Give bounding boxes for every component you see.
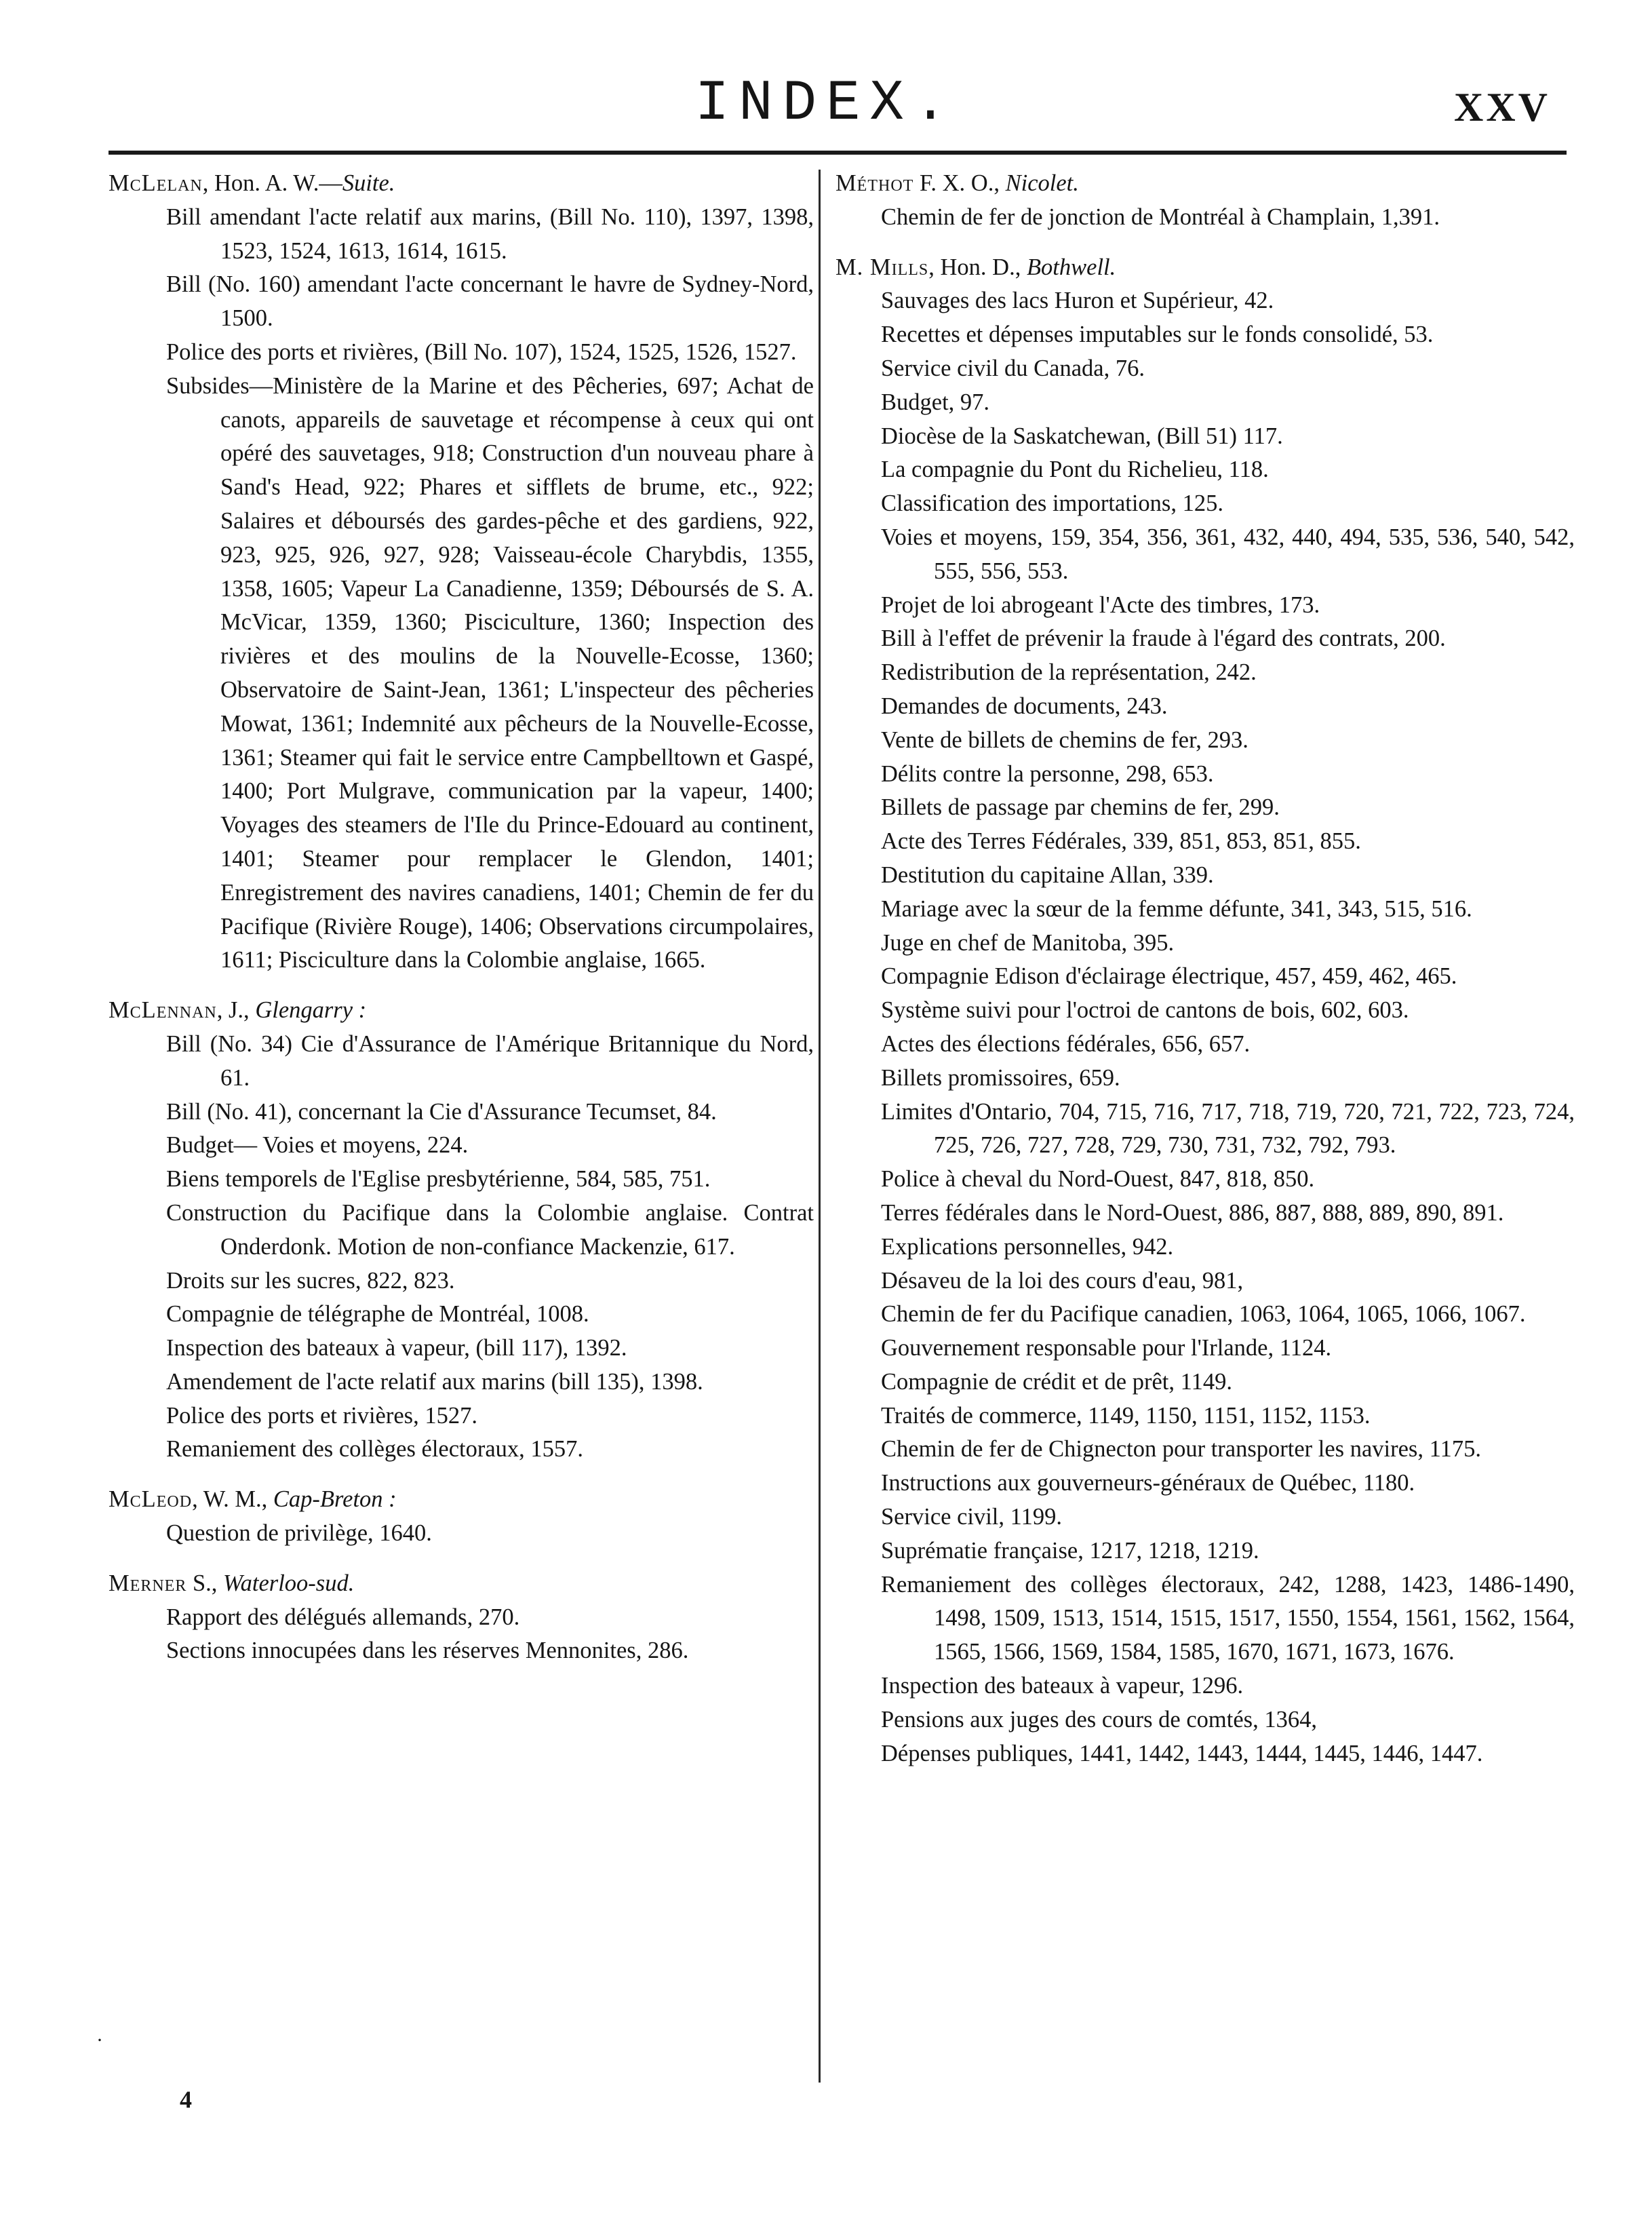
entry-item: Budget— Voies et moyens, 224. (166, 1132, 469, 1159)
entry-item: Construction du Pacifique dans la Colombie anglaise. Contrat Onderdonk. Motion de non-confiance Mackenzie, 617. (166, 1199, 814, 1260)
signature-mark: 4 (180, 2086, 192, 2113)
entry-item: Système suivi pour l'octroi de cantons de bois, 602, 603. (881, 997, 1409, 1024)
entry-item: Classification des importations, 125. (881, 490, 1223, 517)
entry-title: , W. M., (192, 1486, 273, 1513)
entry-name: M. Mills (835, 254, 929, 280)
entry-item: Sections innocupées dans les réserves Mennonites, 286. (166, 1638, 689, 1664)
entry-heading (109, 1567, 814, 1601)
entry-item: Juge en chef de Manitoba, 395. (881, 929, 1175, 956)
entry-item: Dépenses publiques, 1441, 1442, 1443, 1444, 1445, 1446, 1447. (881, 1740, 1483, 1766)
index-entry (835, 251, 1575, 1771)
entry-riding: Glengarry : (255, 997, 367, 1024)
entry-item: Bill (No. 41), concernant la Cie d'Assurance Tecumset, 84. (166, 1098, 717, 1125)
entry-title: , J., (216, 997, 256, 1024)
entry-item: Inspection des bateaux à vapeur, (bill 117), 1392. (166, 1335, 627, 1361)
entry-title: , Hon. A. W.— (202, 170, 342, 196)
index-entry (109, 1483, 814, 1551)
entry-item: Service civil, 1199. (881, 1504, 1062, 1530)
entry-name: McLennan (109, 997, 217, 1024)
index-entry (109, 167, 814, 978)
entry-heading (835, 167, 1575, 201)
index-entry (109, 1567, 814, 1668)
entry-item: Police des ports et rivières, 1527. (166, 1402, 477, 1429)
bullet-mark: · (96, 2029, 103, 2051)
entry-item: Désaveu de la loi des cours d'eau, 981, (881, 1267, 1244, 1294)
entry-item: Amendement de l'acte relatif aux marins (bill 135), 1398. (166, 1368, 703, 1395)
entry-item: Bill (No. 34) Cie d'Assurance de l'Amérique Britannique du Nord, 61. (166, 1030, 814, 1091)
entry-item: Sauvages des lacs Huron et Supérieur, 42. (881, 288, 1274, 314)
entry-heading (109, 167, 814, 201)
left-column (109, 167, 814, 1684)
entry-item: Bill (No. 160) amendant l'acte concernant le havre de Sydney-Nord, 1500. (166, 271, 814, 332)
entry-item: La compagnie du Pont du Richelieu, 118. (881, 457, 1269, 483)
entry-item: Biens temporels de l'Eglise presbytérienne, 584, 585, 751. (166, 1166, 711, 1193)
page-number: XXV (1454, 85, 1550, 130)
entry-item: Mariage avec la sœur de la femme défunte, 341, 343, 515, 516. (881, 895, 1472, 922)
page-title: INDEX. (694, 72, 958, 136)
entry-name: McLelan (109, 170, 203, 196)
entry-item: Suprématie française, 1217, 1218, 1219. (881, 1537, 1259, 1564)
index-entry (835, 167, 1575, 235)
entry-item: Délits contre la personne, 298, 653. (881, 760, 1214, 787)
entry-item: Police des ports et rivières, (Bill No. 107), 1524, 1525, 1526, 1527. (166, 338, 797, 365)
entry-title: F. X. O., (913, 170, 1006, 196)
entry-riding: Nicolet. (1005, 170, 1079, 196)
entry-item: Redistribution de la représentation, 242. (881, 659, 1257, 686)
entry-item: Vente de billets de chemins de fer, 293. (881, 727, 1248, 753)
entry-title: , Hon. D., (928, 254, 1027, 280)
entry-item: Billets promissoires, 659. (881, 1064, 1120, 1091)
entry-name: Merner (109, 1570, 187, 1596)
entry-item: Chemin de fer de jonction de Montréal à Champlain, 1,391. (881, 204, 1440, 230)
entry-heading (109, 994, 814, 1028)
entry-item: Subsides—Ministère de la Marine et des Pêcheries, 697; Achat de canots, appareils de sauvetage et récompense à ceux qui ont opéré des sauvetages, 918; Construction d'un nouveau phare à Sand's Head, 922; Phares et sifflets de brume, etc., 922; Salaires et déboursés des gardes-pêche et des gardiens, 922, 923, 925, 926, 927, 928; Vaisseau-école Charybdis, 1355, 1358, 1605; Vapeur La Canadienne, 1359; Déboursés de S. A. McVicar, 1359, 1360; Pisciculture, 1360; Inspection des rivières et des moulins de la Nouvelle-Ecosse, 1360; Observatoire de Saint-Jean, 1361; L'inspecteur des pêcheries Mowat, 1361; Indemnité aux pêcheurs de la Nouvelle-Ecosse, 1361; Steamer qui fait le service entre Campbelltown et Gaspé, 1400; Port Mulgrave, communication par la vapeur, 1400; Voyages des steamers de l'Ile du Prince-Edouard au continent, 1401; Steamer pour remplacer le Glendon, 1401; Enregistrement des navires canadiens, 1401; Chemin de fer du Pacifique (Rivière Rouge), 1406; Observations circumpolaires, 1611; Pisciculture dans la Colombie anglaise, 1665. (166, 372, 814, 973)
entry-item: Pensions aux juges des cours de comtés, 1364, (881, 1706, 1317, 1733)
entry-item: Remaniement des collèges électoraux, 1557. (166, 1436, 584, 1463)
entry-item: Bill amendant l'acte relatif aux marins, (Bill No. 110), 1397, 1398, 1523, 1524, 1613, 1614, 1615. (166, 204, 814, 264)
entry-item: Explications personnelles, 942. (881, 1233, 1174, 1260)
entry-item: Droits sur les sucres, 822, 823. (166, 1267, 455, 1294)
entry-item: Recettes et dépenses imputables sur le fonds consolidé, 53. (881, 322, 1434, 348)
column-divider (819, 170, 821, 2083)
entry-riding: Bothwell. (1026, 254, 1116, 280)
entry-item: Bill à l'effet de prévenir la fraude à l'égard des contrats, 200. (881, 625, 1446, 652)
entry-item: Diocèse de la Saskatchewan, (Bill 51) 117. (881, 423, 1283, 449)
index-entry (109, 994, 814, 1467)
header-rule (109, 151, 1567, 155)
entry-item: Question de privilège, 1640. (166, 1520, 432, 1547)
entry-item: Destitution du capitaine Allan, 339. (881, 862, 1214, 888)
entry-item: Compagnie de crédit et de prêt, 1149. (881, 1368, 1232, 1395)
entry-item: Terres fédérales dans le Nord-Ouest, 886, 887, 888, 889, 890, 891. (881, 1199, 1504, 1226)
entry-item: Acte des Terres Fédérales, 339, 851, 853, 851, 855. (881, 828, 1361, 855)
entry-item: Compagnie Edison d'éclairage électrique, 457, 459, 462, 465. (881, 963, 1457, 990)
right-column (835, 167, 1575, 1787)
entry-name: Méthot (835, 170, 914, 196)
entry-title: S., (186, 1570, 224, 1596)
entry-item: Compagnie de télégraphe de Montréal, 1008. (166, 1301, 589, 1328)
entry-item: Instructions aux gouverneurs-généraux de Québec, 1180. (881, 1470, 1415, 1496)
entry-item: Traités de commerce, 1149, 1150, 1151, 1152, 1153. (881, 1402, 1371, 1429)
entry-item: Projet de loi abrogeant l'Acte des timbres, 173. (881, 592, 1320, 618)
entry-item: Inspection des bateaux à vapeur, 1296. (881, 1673, 1244, 1699)
entry-item: Service civil du Canada, 76. (881, 355, 1145, 381)
entry-heading (835, 251, 1575, 285)
entry-riding: Suite. (342, 170, 395, 196)
entry-heading (109, 1483, 814, 1517)
entry-item: Remaniement des collèges électoraux, 242, 1288, 1423, 1486-1490, 1498, 1509, 1513, 1514, 1515, 1517, 1550, 1554, 1561, 1562, 1564, 1565, 1566, 1569, 1584, 1585, 1670, 1671, 1673, 1676. (881, 1571, 1575, 1665)
entry-item: Voies et moyens, 159, 354, 356, 361, 432, 440, 494, 535, 536, 540, 542, 555, 556, 553. (881, 524, 1575, 584)
entry-riding: Cap-Breton : (273, 1486, 397, 1513)
entry-item: Chemin de fer de Chignecton pour transporter les navires, 1175. (881, 1436, 1481, 1463)
entry-item: Demandes de documents, 243. (881, 693, 1168, 719)
entry-item: Chemin de fer du Pacifique canadien, 1063, 1064, 1065, 1066, 1067. (881, 1301, 1526, 1328)
entry-item: Gouvernement responsable pour l'Irlande, 1124. (881, 1335, 1332, 1361)
entry-name: McLeod (109, 1486, 193, 1513)
entry-item: Actes des élections fédérales, 656, 657. (881, 1030, 1251, 1057)
entry-item: Billets de passage par chemins de fer, 299. (881, 794, 1280, 821)
entry-item: Budget, 97. (881, 389, 990, 415)
entry-item: Limites d'Ontario, 704, 715, 716, 717, 718, 719, 720, 721, 722, 723, 724, 725, 726, 727, 728, 729, 730, 731, 732, 792, 793. (881, 1098, 1575, 1159)
entry-item: Rapport des délégués allemands, 270. (166, 1604, 520, 1630)
entry-item: Police à cheval du Nord-Ouest, 847, 818, 850. (881, 1166, 1315, 1193)
entry-riding: Waterloo-sud. (223, 1570, 355, 1596)
